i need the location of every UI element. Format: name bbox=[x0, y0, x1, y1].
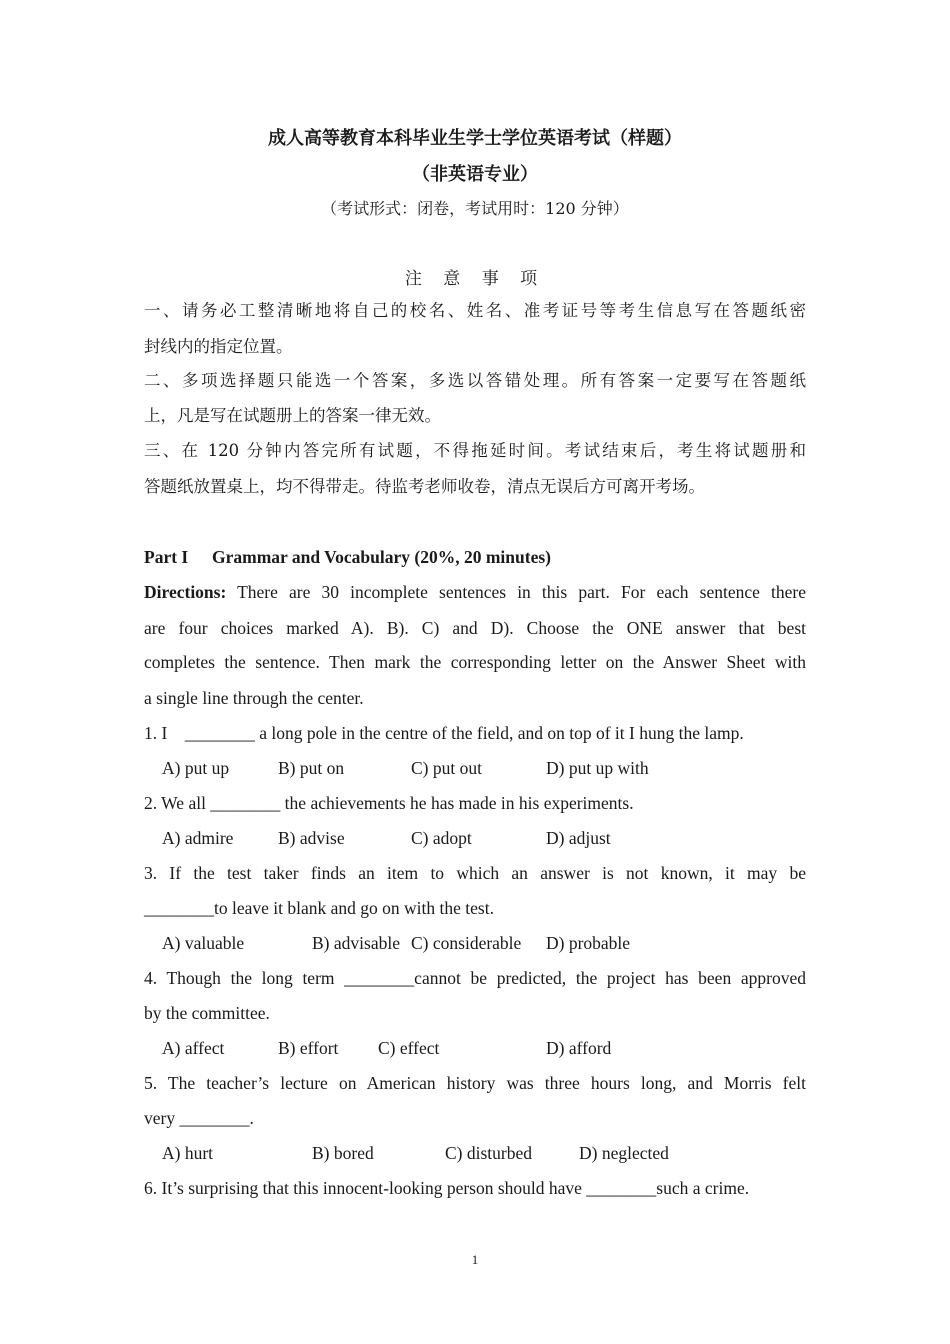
notice-line-5: 三、在 120 分钟内答完所有试题，不得拖延时间。考试结束后，考生将试题册和 bbox=[144, 441, 806, 460]
notice-line-1: 一、请务必工整清晰地将自己的校名、姓名、准考证号等考生信息写在答题纸密 bbox=[144, 301, 806, 320]
question-1-option-a: A) put up bbox=[162, 758, 230, 778]
exam-subtitle: （非英语专业） bbox=[412, 164, 538, 185]
question-3-option-c: C) considerable bbox=[411, 933, 522, 953]
question-5-option-a: A) hurt bbox=[162, 1143, 214, 1163]
question-1-option-b: B) put on bbox=[278, 758, 345, 778]
part-heading bbox=[144, 546, 806, 568]
directions-line-1 bbox=[144, 581, 806, 603]
question-5-option-d: D) neglected bbox=[579, 1143, 669, 1163]
question-3-text-2: ________to leave it blank and go on with the test. bbox=[144, 898, 494, 918]
question-2-option-c: C) adopt bbox=[411, 828, 472, 848]
directions-text-1: There are 30 incomplete sentences in this part. For each sentence there bbox=[226, 582, 806, 602]
notice-heading: 注 意 事 项 bbox=[404, 269, 546, 289]
question-2-option-d: D) adjust bbox=[546, 828, 611, 848]
directions-label: Directions: bbox=[144, 582, 227, 602]
directions-line-3: completes the sentence. Then mark the corresponding letter on the Answer Sheet with bbox=[144, 652, 806, 672]
part-title: Grammar and Vocabulary (20%, 20 minutes) bbox=[212, 547, 551, 567]
notice-line-2: 封线内的指定位置。 bbox=[144, 337, 293, 356]
question-2-option-b: B) advise bbox=[278, 828, 345, 848]
question-4-text-1: 4. Though the long term ________cannot be predicted, the project has been approved bbox=[144, 968, 806, 988]
question-4-option-c: C) effect bbox=[378, 1038, 440, 1058]
exam-title: 成人高等教育本科毕业生学士学位英语考试（样题） bbox=[268, 128, 682, 149]
notice-line-6: 答题纸放置桌上，均不得带走。待监考老师收卷，清点无误后方可离开考场。 bbox=[144, 477, 705, 496]
question-4-option-d: D) afford bbox=[546, 1038, 612, 1058]
question-1-text: 1. I ________ a long pole in the centre of the field, and on top of it I hung the lamp. bbox=[144, 723, 744, 743]
part-label: Part I bbox=[144, 547, 189, 567]
question-3-text-1: 3. If the test taker finds an item to which an answer is not known, it may be bbox=[144, 863, 806, 883]
question-4-text-2: by the committee. bbox=[144, 1003, 270, 1023]
question-5-option-c: C) disturbed bbox=[445, 1143, 533, 1163]
question-5-text-2: very ________. bbox=[144, 1108, 254, 1128]
exam-form-note: （考试形式：闭卷，考试用时：120 分钟） bbox=[321, 199, 629, 218]
question-1-option-c: C) put out bbox=[411, 758, 482, 778]
question-4-option-a: A) affect bbox=[162, 1038, 225, 1058]
page-number: 1 bbox=[471, 1252, 479, 1267]
notice-line-4: 上，凡是写在试题册上的答案一律无效。 bbox=[144, 406, 441, 425]
question-4-option-b: B) effort bbox=[278, 1038, 339, 1058]
question-5-option-b: B) bored bbox=[312, 1143, 374, 1163]
notice-line-3: 二、多项选择题只能选一个答案，多选以答错处理。所有答案一定要写在答题纸 bbox=[144, 371, 806, 390]
question-6-text: 6. It’s surprising that this innocent-looking person should have ________such a crime. bbox=[144, 1178, 750, 1198]
question-5-text-1: 5. The teacher’s lecture on American history was three hours long, and Morris felt bbox=[144, 1073, 806, 1093]
question-3-option-d: D) probable bbox=[546, 933, 631, 953]
question-1-option-d: D) put up with bbox=[546, 758, 649, 778]
question-3-option-b: B) advisable bbox=[312, 933, 400, 953]
question-2-text: 2. We all ________ the achievements he has made in his experiments. bbox=[144, 793, 634, 813]
question-3-option-a: A) valuable bbox=[162, 933, 245, 953]
question-2-option-a: A) admire bbox=[162, 828, 234, 848]
directions-line-4: a single line through the center. bbox=[144, 688, 364, 708]
directions-line-2: are four choices marked A). B). C) and D). Choose the ONE answer that best bbox=[144, 618, 806, 638]
